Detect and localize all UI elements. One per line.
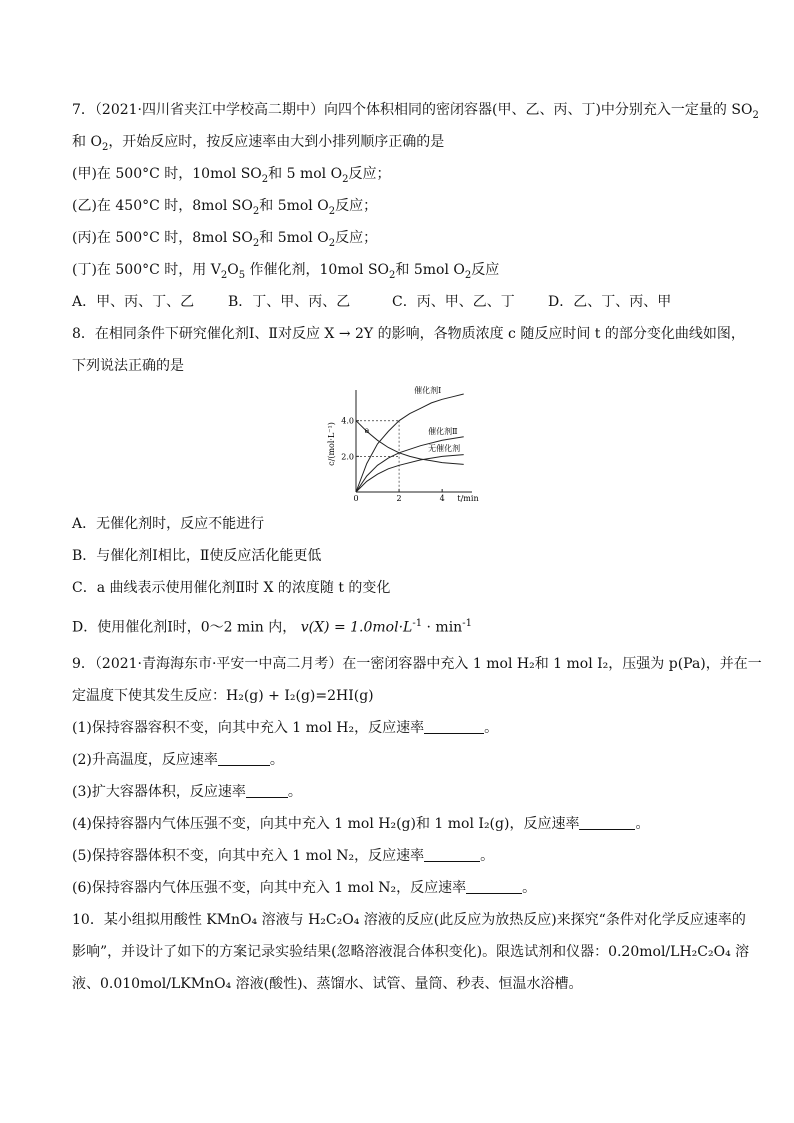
q10-stem-line2: 影响”，并设计了如下的方案记录实验结果(忽略溶液混合体积变化)。限选试剂和仪器：0.20mol/LH₂C₂O₄ 溶 (72, 944, 750, 960)
q10-stem-line1: 10．某小组拟用酸性 KMnO₄ 溶液与 H₂C₂O₄ 溶液的反应(此反应为放热反应)来探究“条件对化学反应速率的 (72, 912, 746, 928)
q8-stem-line1: 8．在相同条件下研究催化剂Ⅰ、Ⅱ对反应 X → 2Y 的影响，各物质浓度 c 随反应时间 t 的部分变化曲线如图， (72, 326, 745, 342)
q7-option-a: A．甲、丙、丁、乙 (72, 294, 195, 310)
q9-item-3: (3)扩大容器体积，反应速率 。 (72, 784, 302, 800)
q9-item-6: (6)保持容器内气体压强不变，向其中充入 1 mol N₂，反应速率 。 (72, 880, 537, 896)
q7-condition-yi: (乙)在 450°C 时，8mol $SO_2$和 5mol $O_2$反应； (72, 198, 378, 217)
answer-blank[interactable] (579, 815, 635, 830)
q7-condition-bing: (丙)在 500°C 时，8mol $SO_2$和 5mol $O_2$反应； (72, 230, 378, 249)
answer-blank[interactable] (466, 879, 522, 894)
series-line-2 (356, 455, 464, 492)
q9-item-2: (2)升高温度，反应速率 。 (72, 752, 284, 768)
series-label-0: 催化剂Ⅰ (414, 386, 442, 396)
q8-option-a: A．无催化剂时，反应不能进行 (72, 516, 265, 532)
q7-condition-jia: (甲)在 500°C 时，10mol $SO_2$和 5 mol $O_2$反应； (72, 166, 391, 185)
y-axis-label: c/(mol·L⁻¹) (327, 422, 336, 466)
q8-option-b: B．与催化剂Ⅰ相比，Ⅱ使反应活化能更低 (72, 548, 322, 564)
series-label-3: a (364, 426, 370, 436)
answer-blank[interactable] (246, 783, 288, 798)
q7-condition-ding: (丁)在 500°C 时，用 $V_2O_5$ 作催化剂，10mol $SO_2$和 5mol $O_2$反应 (72, 262, 500, 281)
q7-stem-line2: 和 $O_2$，开始反应时，按反应速率由大到小排列顺序正确的是 (72, 134, 445, 153)
x-axis-label: t/min (457, 494, 479, 503)
q7-option-b: B．丁、甲、丙、乙 (228, 294, 351, 310)
q9-item-1: (1)保持容器容积不变，向其中充入 1 mol H₂，反应速率 。 (72, 720, 499, 736)
series-label-1: 催化剂Ⅱ (428, 427, 458, 437)
q8-stem-line2: 下列说法正确的是 (72, 358, 184, 374)
q9-stem-line1: 9．（2021·青海海东市·平安一中高二月考）在一密闭容器中充入 1 mol H₂和 1 mol I₂，压强为 p(Pa)，并在一 (72, 656, 762, 672)
y-tick-label: 4.0 (341, 416, 354, 426)
q8-option-c: C．a 曲线表示使用催化剂Ⅱ时 X 的浓度随 t 的变化 (72, 580, 391, 596)
concentration-time-chart (322, 384, 479, 503)
q7-option-d: D．乙、丁、丙、甲 (548, 294, 672, 310)
y-tick-label: 2.0 (341, 452, 354, 462)
q8-option-d: D．使用催化剂Ⅰ时，0～2 min 内， $v(X) = 1.0mol\cdot L^{-1} \cdot \min^{-1}$ (72, 618, 472, 636)
series-label-2: 无催化剂 (428, 444, 461, 454)
q9-stem-line2: 定温度下使其发生反应：H₂(g) + I₂(g)=2HI(g) (72, 688, 374, 704)
answer-blank[interactable] (424, 847, 480, 862)
answer-blank[interactable] (424, 719, 484, 734)
q7-option-c: C．丙、甲、乙、丁 (392, 294, 515, 310)
x-tick-label: 0 (353, 494, 359, 503)
x-tick-label: 2 (396, 494, 402, 503)
q9-item-5: (5)保持容器体积不变，向其中充入 1 mol N₂，反应速率 。 (72, 848, 495, 864)
q9-item-4: (4)保持容器内气体压强不变，向其中充入 1 mol H₂(g)和 1 mol I₂(g)，反应速率 。 (72, 816, 650, 832)
q10-stem-line3: 液、0.010mol/LKMnO₄ 溶液(酸性)、蒸馏水、试管、量筒、秒表、恒温水浴槽。 (72, 976, 583, 992)
answer-blank[interactable] (218, 751, 270, 766)
q7-stem-line1: 7．（2021·四川省夹江中学校高二期中）向四个体积相同的密闭容器(甲、乙、丙、丁)中分别充入一定量的 $SO_2$ (72, 102, 759, 121)
x-tick-label: 4 (439, 494, 445, 503)
